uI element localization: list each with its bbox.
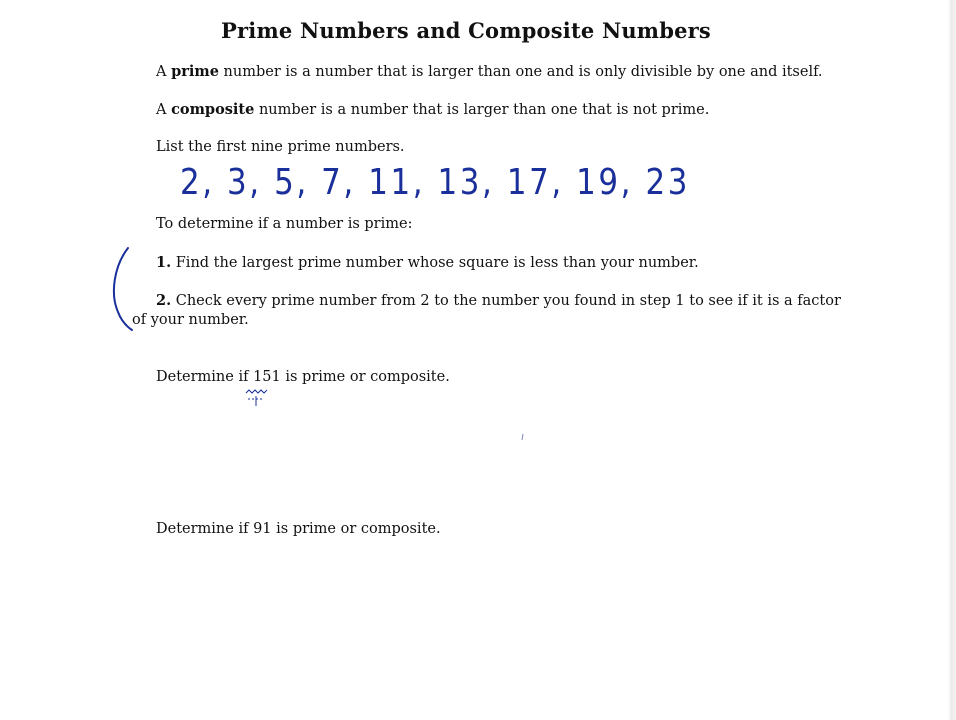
prime-definition-post: number is a number that is larger than one and is only divisible by one and itself. [218, 64, 823, 80]
list-prompt: List the first nine prime numbers. [156, 139, 405, 155]
step-1-number: 1. [156, 254, 172, 271]
composite-definition-pre: A [156, 102, 172, 118]
exercise-91: Determine if 91 is prime or composite. [156, 521, 441, 537]
step-2-text: Check every prime number from 2 to the number you found in step 1 to see if it is a factor [171, 293, 841, 309]
procedure-intro: To determine if a number is prime: [156, 216, 413, 232]
exercise-151: Determine if 151 is prime or composite. [156, 369, 450, 385]
step-2-number: 2. [156, 292, 172, 309]
step-1-text: Find the largest prime number whose square is less than your number. [171, 255, 699, 271]
prime-definition-pre: A [156, 64, 172, 80]
prime-definition [156, 63, 823, 80]
step-1 [156, 254, 699, 271]
page-title: Prime Numbers and Composite Numbers [221, 18, 711, 43]
handwritten-primes [180, 160, 700, 220]
step-2 [156, 292, 841, 309]
ink-speck [521, 434, 524, 440]
pen-cursor-icon [244, 388, 272, 408]
composite-definition-post: number is a number that is larger than one that is not prime. [254, 102, 710, 118]
step-2-continuation: of your number. [132, 312, 249, 328]
handwritten-primes-text: 2, 3, 5, 7, 11, 13, 17, 19, 23 [180, 162, 690, 203]
composite-term: composite [171, 101, 255, 118]
page-edge-shadow [948, 0, 956, 720]
prime-term: prime [171, 63, 219, 80]
composite-definition [156, 101, 709, 118]
